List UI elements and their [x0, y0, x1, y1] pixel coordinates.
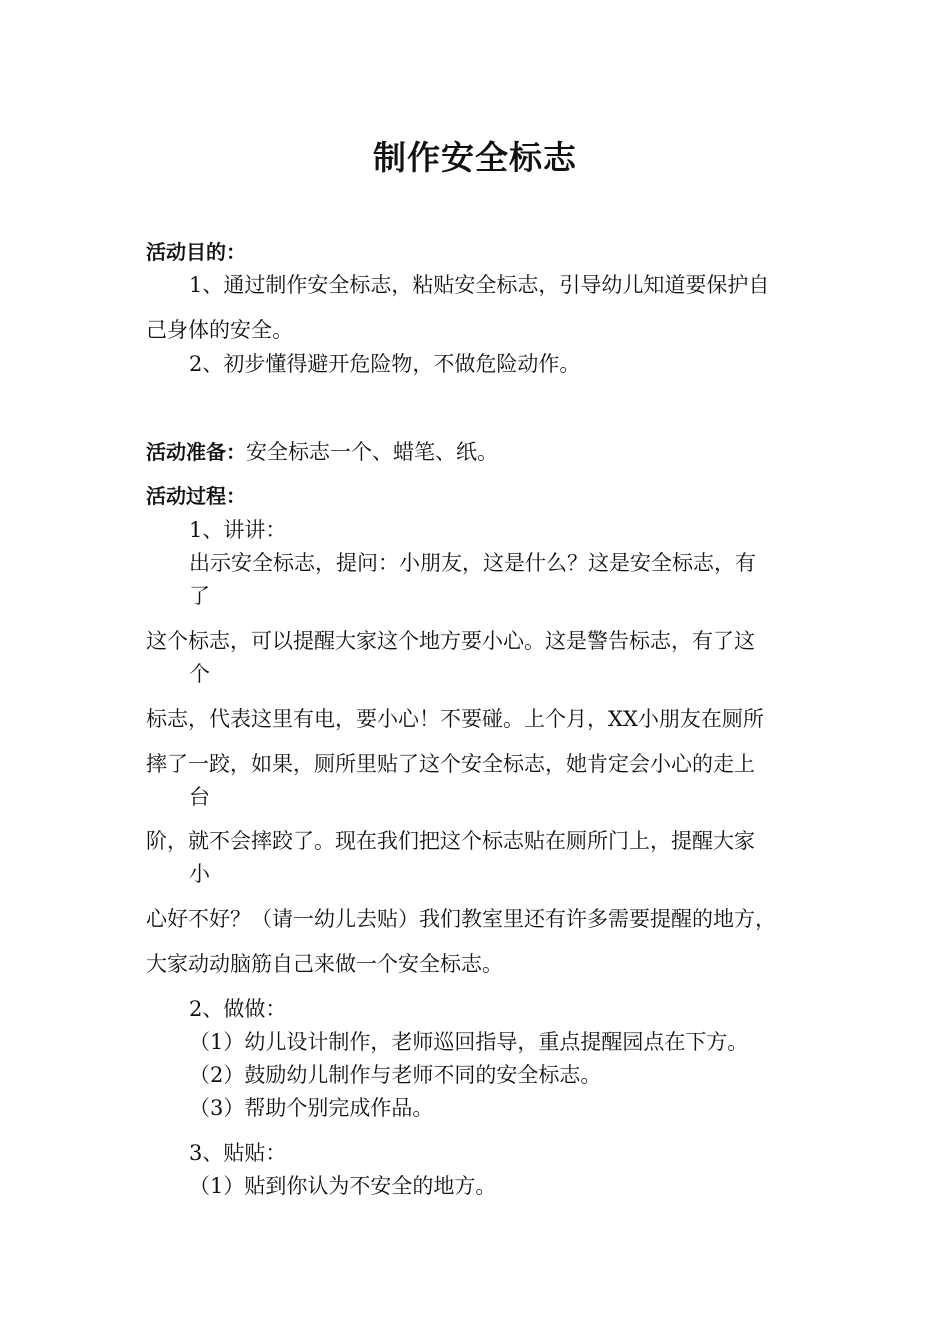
goal-item-1-line-1: 1、通过制作安全标志，粘贴安全标志，引导幼儿知道要保护自	[189, 273, 770, 297]
prep-paragraph	[146, 437, 498, 467]
step1-line: 了	[189, 584, 210, 608]
step1-line: 小	[189, 862, 210, 886]
goal-item-2: 2、初步懂得避开危险物，不做危险动作。	[189, 352, 581, 376]
step1-line: 心好不好？（请一幼儿去贴）我们教室里还有许多需要提醒的地方，	[146, 907, 776, 931]
step1-label: 1、讲讲：	[189, 518, 287, 542]
step2-item: （2）鼓励幼儿制作与老师不同的安全标志。	[189, 1063, 602, 1087]
step1-line: 台	[189, 785, 210, 809]
goal-item-1-line-2: 己身体的安全。	[146, 318, 293, 342]
step2-item: （1）幼儿设计制作，老师巡回指导，重点提醒园点在下方。	[189, 1030, 749, 1054]
step1-line: 摔了一跤，如果，厕所里贴了这个安全标志，她肯定会小心的走上	[146, 752, 755, 776]
step2-item: （3）帮助个别完成作品。	[189, 1096, 434, 1120]
step1-line: 阶，就不会摔跤了。现在我们把这个标志贴在厕所门上，提醒大家	[146, 829, 755, 853]
step1-line: 个	[189, 662, 210, 686]
step1-line: 这个标志，可以提醒大家这个地方要小心。这是警告标志，有了这	[146, 629, 755, 653]
step3-label: 3、贴贴：	[189, 1141, 287, 1165]
prep-text: 安全标志一个、蜡笔、纸。	[246, 440, 498, 464]
step1-line: 大家动动脑筋自己来做一个安全标志。	[146, 952, 503, 976]
goal-heading: 活动目的：	[146, 240, 246, 264]
prep-heading: 活动准备：	[146, 440, 246, 464]
document-title: 制作安全标志	[373, 138, 577, 177]
process-heading: 活动过程：	[146, 484, 246, 508]
step1-line: 标志，代表这里有电，要小心！不要碰。上个月，XX小朋友在厕所	[146, 707, 764, 731]
step3-item: （1）贴到你认为不安全的地方。	[189, 1174, 497, 1198]
step1-line: 出示安全标志，提问：小朋友，这是什么？这是安全标志，有	[189, 551, 756, 575]
step2-label: 2、做做：	[189, 997, 287, 1021]
